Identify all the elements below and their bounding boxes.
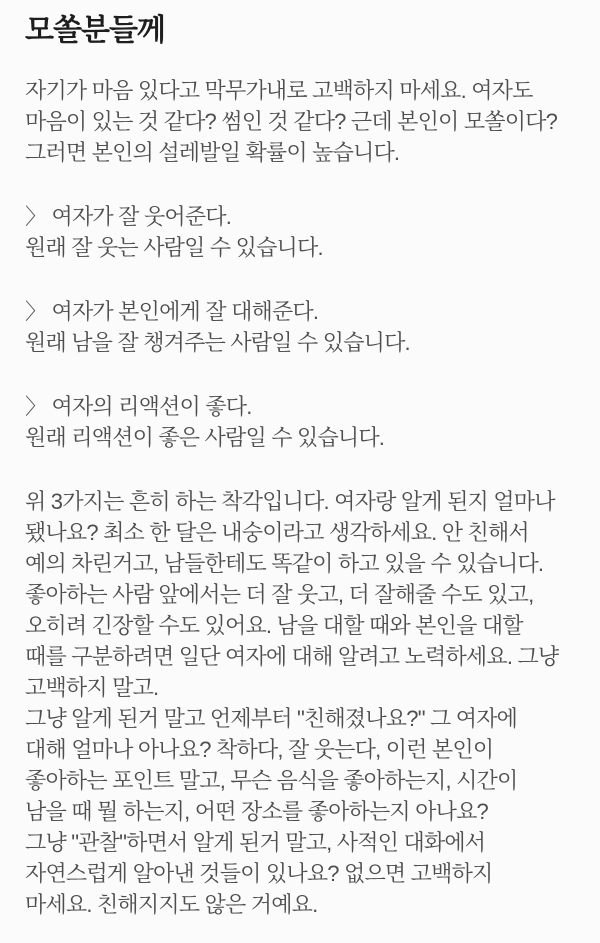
claim-head: 〉 여자가 잘 웃어준다.	[25, 204, 232, 229]
intro-paragraph	[25, 75, 580, 168]
outro-line: 마세요. 친해지지도 않은 거예요.	[25, 892, 318, 917]
outro-paragraph	[25, 486, 580, 920]
intro-line: 마음이 있는 것 같다? 썸인 것 같다? 근데 본인이 모쏠이다?	[25, 109, 558, 134]
page-title: 모쏠분들께	[25, 14, 165, 47]
outro-line: 위 3가지는 흔히 하는 착각입니다. 여자랑 알게 된지 얼마나	[25, 489, 555, 514]
claim-item	[25, 296, 580, 358]
claim-item	[25, 391, 580, 453]
claim-note: 원래 잘 웃는 사람일 수 있습니다.	[25, 235, 323, 260]
outro-line: 좋아하는 포인트 말고, 무슨 음식을 좋아하는지, 시간이	[25, 768, 518, 793]
outro-line: 좋아하는 사람 앞에서는 더 잘 웃고, 더 잘해줄 수도 있고,	[25, 582, 534, 607]
outro-line: 남을 때 뭘 하는지, 어떤 장소를 좋아하는지 아나요?	[25, 799, 488, 824]
outro-line: 그냥 "관찰"하면서 알게 된거 말고, 사적인 대화에서	[25, 830, 486, 855]
claim-note: 원래 남을 잘 챙겨주는 사람일 수 있습니다.	[25, 330, 410, 355]
outro-line: 됐나요? 최소 한 달은 내숭이라고 생각하세요. 안 친해서	[25, 520, 529, 545]
intro-line: 그러면 본인의 설레발일 확률이 높습니다.	[25, 140, 400, 165]
outro-line: 대해 얼마나 아나요? 착하다, 잘 웃는다, 이런 본인이	[25, 737, 494, 762]
outro-line: 자연스럽게 알아낸 것들이 있나요? 없으면 고백하지	[25, 861, 493, 886]
outro-line: 그냥 알게 된거 말고 언제부터 "친해졌나요?" 그 여자에	[25, 706, 518, 731]
claim-head: 〉 여자가 본인에게 잘 대해준다.	[25, 299, 319, 324]
claim-item	[25, 201, 580, 263]
outro-line: 예의 차린거고, 남들한테도 똑같이 하고 있을 수 있습니다.	[25, 551, 544, 576]
outro-line: 때를 구분하려면 일단 여자에 대해 알려고 노력하세요. 그냥	[25, 644, 559, 669]
claim-head: 〉 여자의 리액션이 좋다.	[25, 394, 252, 419]
outro-line: 고백하지 말고.	[25, 675, 159, 700]
claim-note: 원래 리액션이 좋은 사람일 수 있습니다.	[25, 425, 385, 450]
intro-line: 자기가 마음 있다고 막무가내로 고백하지 마세요. 여자도	[25, 78, 533, 103]
outro-line: 오히려 긴장할 수도 있어요. 남을 대할 때와 본인을 대할	[25, 613, 523, 638]
